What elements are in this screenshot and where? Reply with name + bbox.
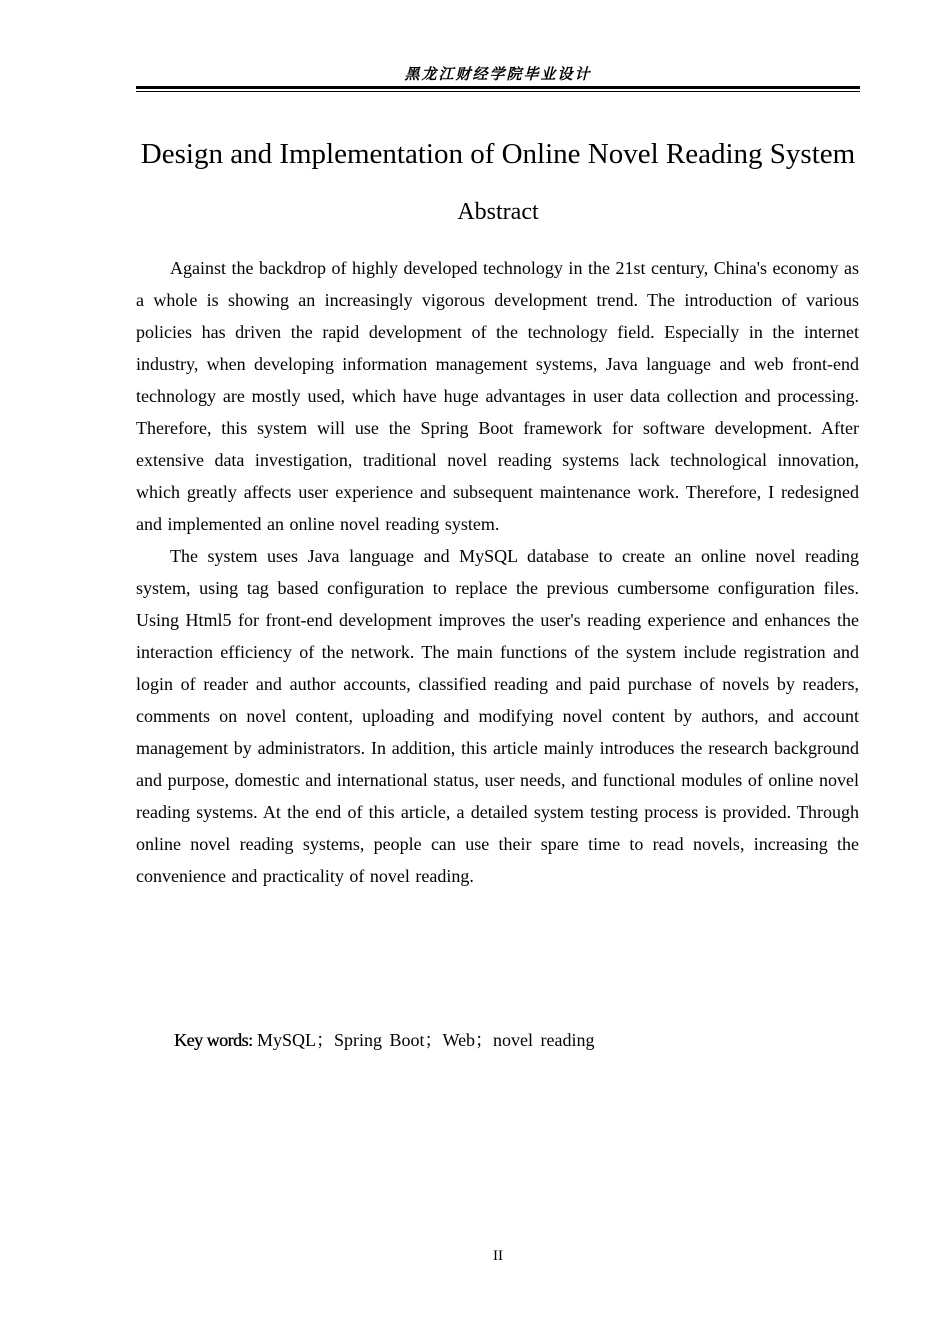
running-header: 黑龙江财经学院毕业设计 [404,65,592,83]
header-rule-thin [136,91,860,92]
header-rule-thick [136,86,860,89]
document-title: Design and Implementation of Online Novel Reading System [140,138,856,170]
page-number: II [493,1248,503,1264]
keywords-label: Key words: [174,1030,253,1050]
abstract-body [136,252,859,892]
keywords-values: MySQL；Spring Boot；Web；novel reading [257,1030,595,1050]
abstract-paragraph-2: The system uses Java language and MySQL database to create an online novel reading system, using tag based configuration to replace the previous cumbersome configuration files. Using Html5 for front-end development improves the user's reading experience and enhances the interaction efficiency of the network. The main functions of the system include registration and login of reader and author accounts, classified reading and paid purchase of novels by readers, comments on novel content, uploading and modifying novel content by authors, and account management by administrators. In addition, this article mainly introduces the research background and purpose, domestic and international status, user needs, and functional modules of online novel reading systems. At the end of this article, a detailed system testing process is provided. Through online novel reading systems, people can use their spare time to read novels, increasing the convenience and practicality of novel reading. [136,546,859,886]
abstract-heading: Abstract [457,199,539,225]
keywords-line [174,1024,595,1056]
abstract-paragraph-1: Against the backdrop of highly developed technology in the 21st century, China's economy as a whole is showing an increasingly vigorous development trend. The introduction of various policies has driven the rapid development of the technology field. Especially in the internet industry, when developing information management systems, Java language and web front-end technology are mostly used, which have huge advantages in user data collection and processing. Therefore, this system will use the Spring Boot framework for software development. After extensive data investigation, traditional novel reading systems lack technological innovation, which greatly affects user experience and subsequent maintenance work. Therefore, I redesigned and implemented an online novel reading system. [136,258,859,534]
